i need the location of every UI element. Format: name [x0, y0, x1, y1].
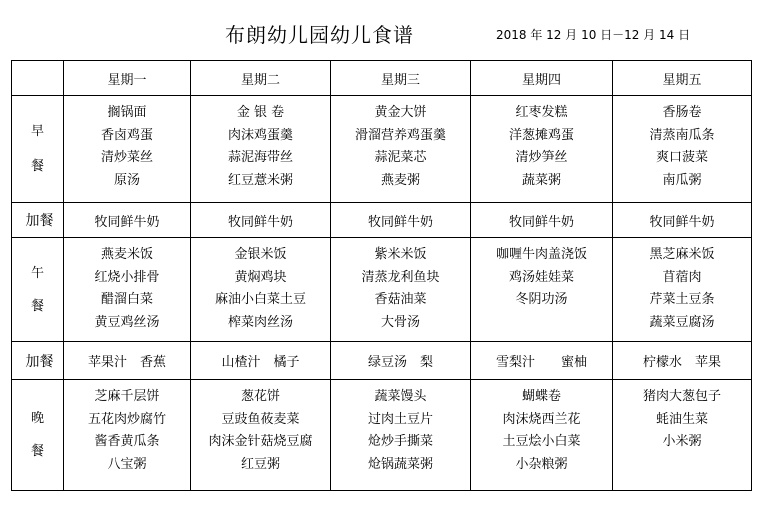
day-header: 星期五	[613, 61, 752, 96]
dish-item: 红豆粥	[240, 456, 280, 472]
dish-item: 蒜泥海带丝	[227, 150, 293, 165]
dish-item: 豆豉鱼莜麦菜	[221, 411, 300, 427]
dish-item: 小杂粮粥	[515, 456, 568, 472]
snack-cell: 牧同鲜牛奶	[64, 203, 191, 238]
dish-item: 炝锅蔬菜粥	[367, 456, 433, 472]
breakfast-cell	[64, 96, 191, 203]
dish-item: 燕麦米饭	[100, 247, 153, 262]
header-row	[12, 61, 752, 96]
dish-item: 南瓜粥	[662, 172, 702, 188]
dish-item: 洋葱摊鸡蛋	[508, 127, 574, 143]
dish-item: 蒜泥菜芯	[374, 150, 427, 165]
dish-item: 红烧小排骨	[94, 269, 160, 285]
snack-cell: 牧同鲜牛奶	[613, 203, 752, 238]
corner-cell	[12, 61, 64, 96]
dish-item: 搁锅面	[107, 105, 147, 120]
menu-table	[11, 60, 752, 491]
dish-item: 肉沫烧西兰花	[502, 411, 581, 427]
dish-item: 麻油小白菜土豆	[214, 292, 306, 307]
day-header: 星期一	[64, 61, 191, 96]
dish-item: 金 银 卷	[236, 105, 285, 120]
dinner-cell	[331, 380, 471, 491]
dinner-cell	[64, 380, 191, 491]
dish-item: 黑芝麻米饭	[649, 247, 715, 262]
dish-item: 葱花饼	[240, 389, 280, 404]
lunch-label	[12, 238, 64, 342]
dish-item: 芝麻千层饼	[94, 389, 160, 404]
day-header: 星期二	[191, 61, 331, 96]
dinner-row	[12, 380, 752, 491]
meal-label-char: 餐	[30, 444, 44, 459]
dish-item: 爽口菠菜	[655, 150, 708, 165]
dish-item: 芹菜土豆条	[649, 292, 715, 307]
meal-label-char: 午	[30, 265, 44, 281]
lunch-cell	[613, 238, 752, 342]
snack-cell: 雪梨汁 蜜柚	[471, 342, 613, 380]
breakfast-cell	[471, 96, 613, 203]
snack-cell: 牧同鲜牛奶	[471, 203, 613, 238]
dish-item: 燕麦粥	[380, 172, 420, 188]
breakfast-row	[12, 96, 752, 203]
dish-item: 醋溜白菜	[100, 292, 153, 307]
dinner-cell	[191, 380, 331, 491]
lunch-cell	[64, 238, 191, 342]
lunch-row	[12, 238, 752, 342]
snack-cell: 牧同鲜牛奶	[191, 203, 331, 238]
dish-item: 蝴蝶卷	[521, 389, 561, 404]
breakfast-cell	[191, 96, 331, 203]
dish-item: 原汤	[113, 172, 140, 188]
dish-item: 猪肉大葱包子	[642, 389, 721, 404]
breakfast-cell	[331, 96, 471, 203]
dish-item: 蔬菜粥	[521, 172, 561, 188]
dish-item: 清炒笋丝	[515, 150, 568, 165]
dish-item: 红豆薏米粥	[227, 172, 293, 188]
snack-cell: 牧同鲜牛奶	[331, 203, 471, 238]
dish-item: 清炒菜丝	[100, 150, 153, 165]
dish-item: 香卤鸡蛋	[100, 127, 153, 143]
dish-item: 鸡汤娃娃菜	[508, 269, 574, 285]
dish-item: 滑溜营养鸡蛋羹	[354, 127, 446, 143]
dish-item: 黄焖鸡块	[234, 269, 287, 285]
dish-item: 香肠卷	[662, 105, 702, 120]
dish-item: 香菇油菜	[374, 292, 427, 307]
dish-item: 榨菜肉丝汤	[227, 314, 293, 330]
dish-item: 冬阴功汤	[515, 292, 568, 307]
meal-label-char: 餐	[30, 298, 44, 314]
page-title: 布朗幼儿园幼儿食谱	[225, 23, 414, 47]
lunch-cell	[331, 238, 471, 342]
dish-item: 苜蓿肉	[662, 269, 702, 285]
dish-item: 红枣发糕	[515, 105, 568, 120]
snack-cell: 绿豆汤 梨	[331, 342, 471, 380]
day-header: 星期三	[331, 61, 471, 96]
meal-label-char: 餐	[30, 159, 44, 174]
dish-item: 酱香黄瓜条	[94, 434, 160, 449]
dinner-cell	[471, 380, 613, 491]
dish-item: 清蒸南瓜条	[649, 127, 715, 143]
dish-item: 肉沫鸡蛋羹	[227, 127, 293, 143]
dish-item: 土豆烩小白菜	[502, 434, 581, 449]
meal-label-char: 早	[30, 124, 44, 139]
snack-label: 加餐	[12, 342, 64, 380]
breakfast-label	[12, 96, 64, 203]
dish-item: 黄金大饼	[374, 105, 427, 120]
dish-item: 大骨汤	[380, 314, 420, 330]
date-range: 2018 年 12 月 10 日－12 月 14 日	[496, 28, 691, 42]
dish-item: 黄豆鸡丝汤	[94, 314, 160, 330]
dish-item: 金银米饭	[234, 247, 287, 262]
snack-cell: 苹果汁 香蕉	[64, 342, 191, 380]
dish-item: 过肉土豆片	[367, 411, 433, 427]
dish-item: 蔬菜馒头	[374, 389, 427, 404]
dish-item: 五花肉炒腐竹	[87, 411, 166, 427]
dish-item: 炝炒手撕菜	[367, 434, 433, 449]
meal-label-char: 晚	[30, 411, 44, 426]
dish-item: 蔬菜豆腐汤	[649, 314, 715, 330]
dish-item: 清蒸龙利鱼块	[361, 269, 440, 285]
lunch-cell	[191, 238, 331, 342]
dish-item: 小米粥	[662, 434, 702, 449]
dish-item: 八宝粥	[107, 456, 147, 472]
snack-cell: 山楂汁 橘子	[191, 342, 331, 380]
dinner-label	[12, 380, 64, 491]
dish-item: 咖喱牛肉盖浇饭	[495, 247, 587, 262]
day-header: 星期四	[471, 61, 613, 96]
dish-item: 蚝油生菜	[655, 411, 708, 427]
snack-label: 加餐	[12, 203, 64, 238]
dish-item: 紫米米饭	[374, 247, 427, 262]
snack-cell: 柠檬水 苹果	[613, 342, 752, 380]
dinner-cell	[613, 380, 752, 491]
morning-snack-row	[12, 203, 752, 238]
dish-item: 肉沫金针菇烧豆腐	[208, 434, 313, 449]
lunch-cell	[471, 238, 613, 342]
breakfast-cell	[613, 96, 752, 203]
afternoon-snack-row	[12, 342, 752, 380]
